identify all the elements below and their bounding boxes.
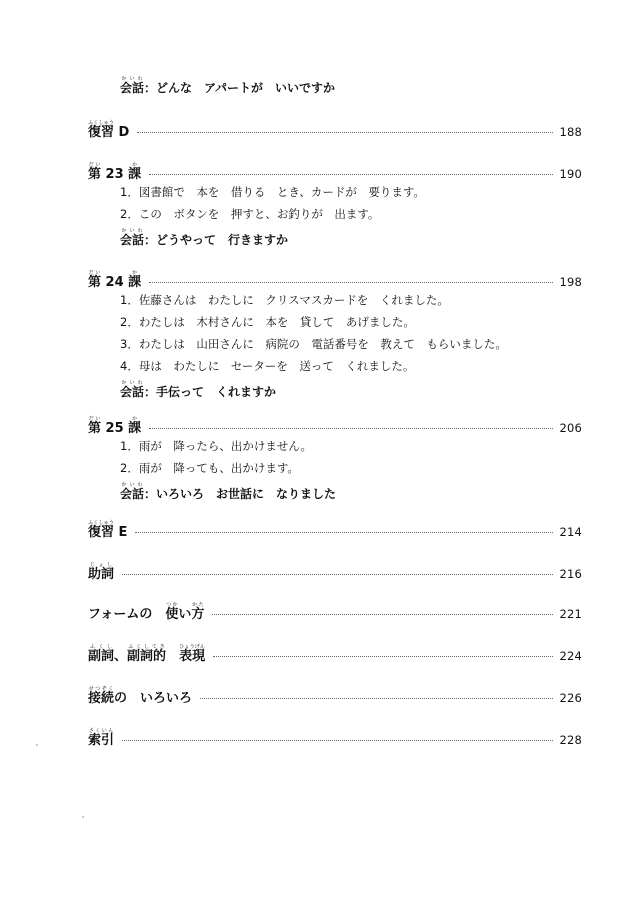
page-number: 228	[559, 733, 582, 747]
toc-entry-particles[interactable]	[88, 562, 582, 582]
entry-title: 復習ふくしゅう D	[88, 120, 130, 140]
page-number: 206	[559, 421, 582, 435]
lesson-25-conversation: 会話かいわ ：いろいろ お世話に なりました	[120, 482, 337, 501]
entry-title: 復習ふくしゅう E	[88, 520, 128, 540]
entry-title: 副詞ふくし、副詞的ふくしてき 表現ひょうげん	[88, 644, 206, 664]
lesson-25-sentence-2: 2．雨が 降っても、出かけます。	[120, 461, 299, 475]
dot-leader	[149, 173, 553, 175]
lesson-23-sentence-1: 1．図書館で 本を 借りる とき、カードが 要ります。	[120, 185, 425, 199]
toc-entry-index[interactable]	[88, 728, 582, 748]
toc-entry-review-d[interactable]	[88, 120, 582, 140]
entry-title: 第だい 24 課か	[88, 270, 142, 290]
entry-title: 第だい 23 課か	[88, 162, 142, 182]
dot-leader	[149, 281, 553, 283]
lesson-23-conversation: 会話かいわ ：どうやって 行きますか	[120, 228, 289, 247]
page-number: 221	[559, 607, 582, 621]
lesson-25-sentence-1: 1．雨が 降ったら、出かけません。	[120, 439, 313, 453]
entry-title: 接続せつぞくの いろいろ	[88, 686, 193, 706]
lesson-24-sentence-4: 4．母は わたしに セーターを 送って くれました。	[120, 359, 415, 373]
page-number: 224	[559, 649, 582, 663]
entry-title: フォームの 使つかい方かた	[88, 602, 205, 622]
toc-entry-lesson-24[interactable]	[88, 270, 582, 290]
dot-leader	[212, 613, 553, 615]
lesson-24-sentence-1: 1．佐藤さんは わたしに クリスマスカードを くれました。	[120, 293, 449, 307]
scan-speck	[82, 816, 84, 818]
dot-leader	[135, 531, 553, 533]
dot-leader	[149, 427, 553, 429]
dot-leader	[213, 655, 553, 657]
lesson-23-sentence-2: 2．この ボタンを 押すと、お釣りが 出ます。	[120, 207, 380, 221]
page-number: 226	[559, 691, 582, 705]
toc-entry-lesson-23[interactable]	[88, 162, 582, 182]
dot-leader	[122, 573, 553, 575]
toc-entry-review-e[interactable]	[88, 520, 582, 540]
dot-leader	[137, 131, 553, 133]
page-number: 190	[559, 167, 582, 181]
page-number: 214	[559, 525, 582, 539]
toc-entry-adverbs[interactable]	[88, 644, 582, 664]
lesson-24-conversation: 会話かいわ ：手伝って くれますか	[120, 380, 277, 399]
entry-title: 第だい 25 課か	[88, 416, 142, 436]
lesson-24-sentence-2: 2．わたしは 木村さんに 本を 貸して あげました。	[120, 315, 415, 329]
entry-title: 索引さくいん	[88, 728, 115, 748]
toc-conversation-c	[120, 76, 335, 96]
toc-entry-lesson-25[interactable]	[88, 416, 582, 436]
entry-title: 助詞じょし	[88, 562, 115, 582]
page-number: 188	[559, 125, 582, 139]
conversation-label: 会話かいわ	[120, 76, 145, 95]
dot-leader	[200, 697, 553, 699]
toc-entry-forms[interactable]	[88, 602, 582, 622]
dot-leader	[122, 739, 553, 741]
page-number: 198	[559, 275, 582, 289]
toc-entry-conjunctions[interactable]	[88, 686, 582, 706]
scan-speck	[36, 744, 38, 746]
conversation-title: ：どんな アパートが いいですか	[144, 81, 336, 95]
page-number: 216	[559, 567, 582, 581]
lesson-24-sentence-3: 3．わたしは 山田さんに 病院の 電話番号を 教えて もらいました。	[120, 337, 507, 351]
